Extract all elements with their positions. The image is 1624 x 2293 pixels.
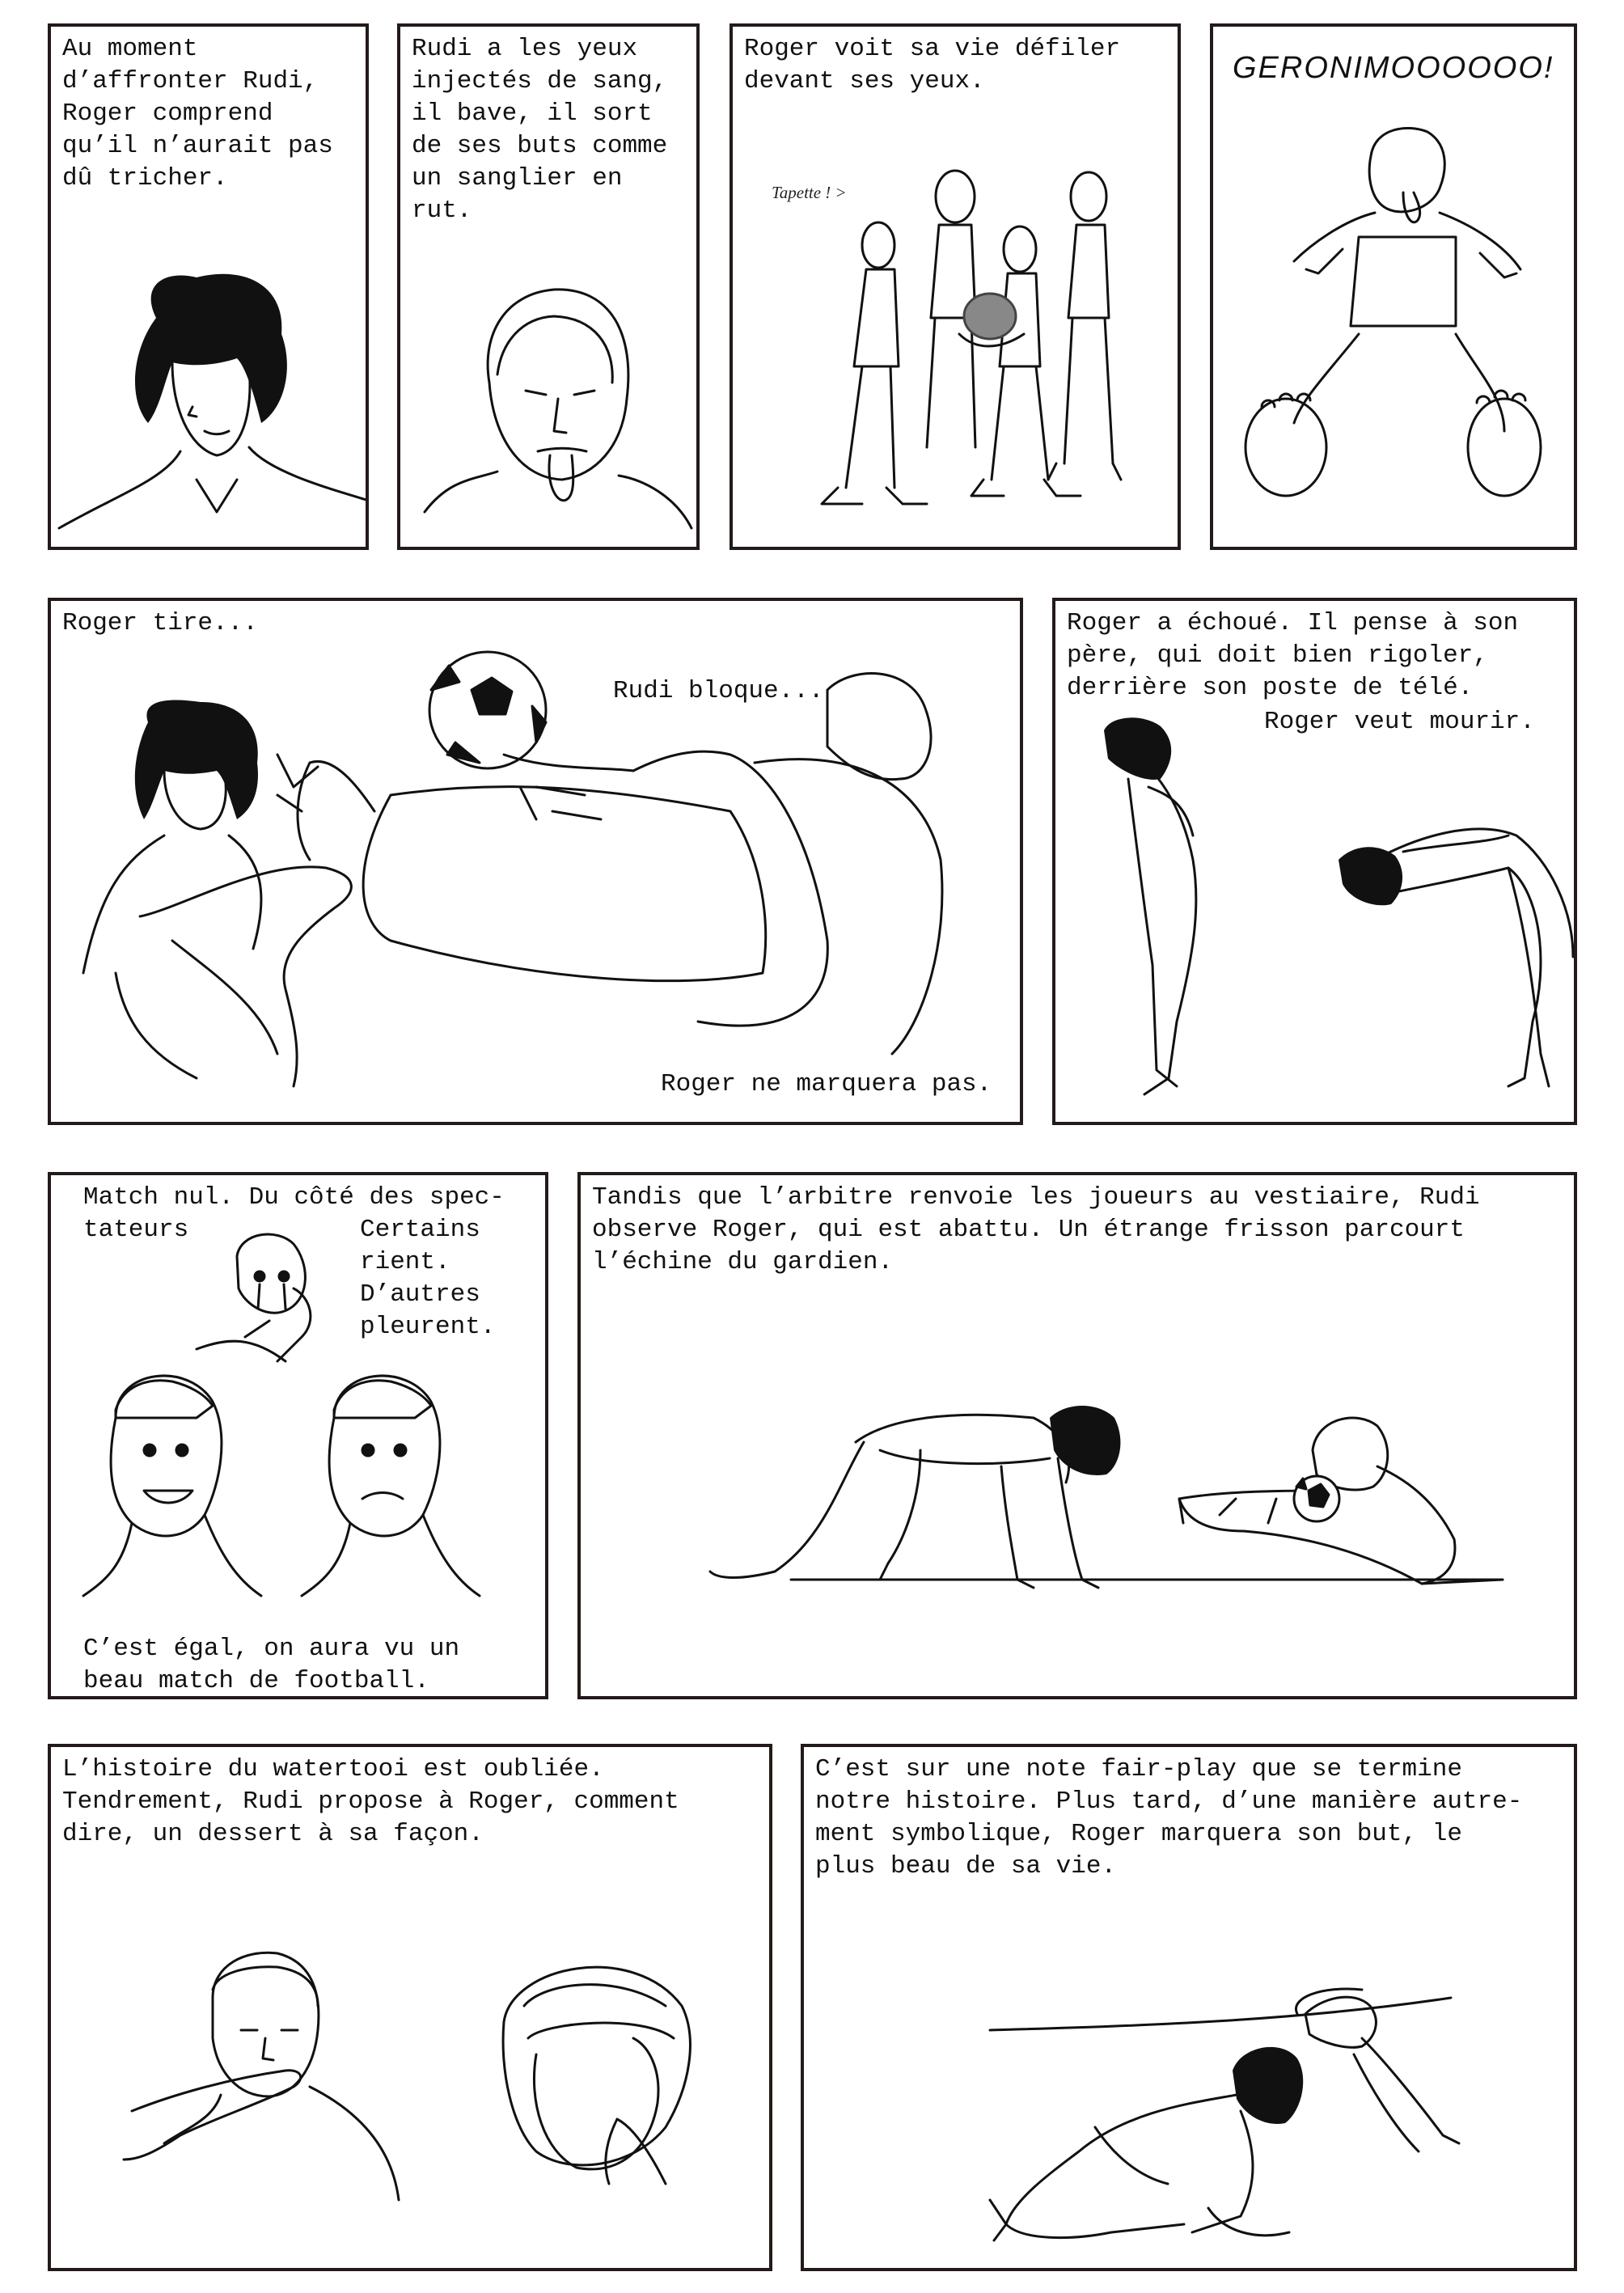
rudi-head-gray: [964, 294, 1016, 339]
soccer-ball-icon: [429, 652, 546, 768]
panel-7-caption-top: Match nul. Du côté des spec- tateurs: [83, 1183, 505, 1244]
tapette-speech: Tapette ! >: [772, 183, 847, 202]
panel-6-caption: Roger a échoué. Il pense à son père, qui doit bien rigoler, derrière son poste de télé.: [1067, 609, 1519, 702]
tongue-closeup: [503, 1967, 690, 2184]
panel-5: [48, 598, 1023, 1125]
mannequin-figures: [822, 171, 1121, 504]
panel-2: [397, 23, 700, 550]
panel-5-caption-bottom: Roger ne marquera pas.: [661, 1070, 992, 1098]
panel-3-caption: Roger voit sa vie défiler devant ses yeux.: [744, 35, 1121, 95]
roger-bent-over-drawing: [1055, 601, 1577, 1125]
rudi-drooling-drawing: [400, 27, 700, 550]
panel-2-caption: Rudi a les yeux injectés de sang, il bave, il sort de ses buts comme un sanglier en rut.: [412, 35, 668, 225]
crying-girl-face: [302, 1376, 480, 1596]
panel-7-caption-bottom: C’est égal, on aura vu un beau match de football.: [83, 1635, 460, 1695]
panel-4: [1210, 23, 1577, 550]
fair-play-ending-drawing: [804, 1747, 1577, 2271]
panel-9: [48, 1744, 772, 2271]
rudi-finger-in-mouth: [124, 1952, 399, 2200]
mannequins-group-drawing: [733, 27, 1181, 550]
panel-10-caption: C’est sur une note fair-play que se termine notre histoire. Plus tard, d’une manière autre- ment symbolique, Roger marquera son but, le plus beau de sa vie.: [815, 1755, 1523, 1881]
spectators-drawing: [51, 1175, 548, 1699]
panel-5-caption-top: Roger tire...: [62, 609, 258, 637]
panel-1: [48, 23, 369, 550]
panel-7: [48, 1172, 548, 1699]
geronimo-shout: GERONIMOOOOOO!: [1233, 51, 1554, 85]
panel-6: [1052, 598, 1577, 1125]
crying-spectator-face: [197, 1234, 311, 1361]
soccer-ball-icon: [1294, 1476, 1339, 1521]
dessert-drawing: [51, 1747, 772, 2271]
goal-save-drawing: [51, 601, 1023, 1125]
panel-10: [801, 1744, 1577, 2271]
locker-room-drawing: [581, 1175, 1577, 1699]
panel-8-caption: Tandis que l’arbitre renvoie les joueurs au vestiaire, Rudi observe Roger, qui est abattu. Un étrange frisson parcourt l’échine du gardien.: [592, 1183, 1480, 1276]
panel-7-caption-right: Certains rient. D’autres pleurent.: [360, 1216, 496, 1341]
roger-face-drawing: [51, 27, 369, 550]
laughing-girl-face: [83, 1376, 261, 1596]
panel-8: [577, 1172, 1577, 1699]
panel-3: [730, 23, 1181, 550]
panel-1-caption: Au moment d’affronter Rudi, Roger comprend qu’il n’aurait pas dû tricher.: [62, 35, 333, 192]
panel-6-caption-2: Roger veut mourir.: [1264, 708, 1535, 736]
panel-5-caption-mid: Rudi bloque...: [613, 677, 824, 705]
rudi-diving-drawing: [1213, 27, 1577, 550]
panel-9-caption: L’histoire du watertooi est oubliée. Tendrement, Rudi propose à Roger, comment dire, un dessert à sa façon.: [62, 1755, 679, 1848]
